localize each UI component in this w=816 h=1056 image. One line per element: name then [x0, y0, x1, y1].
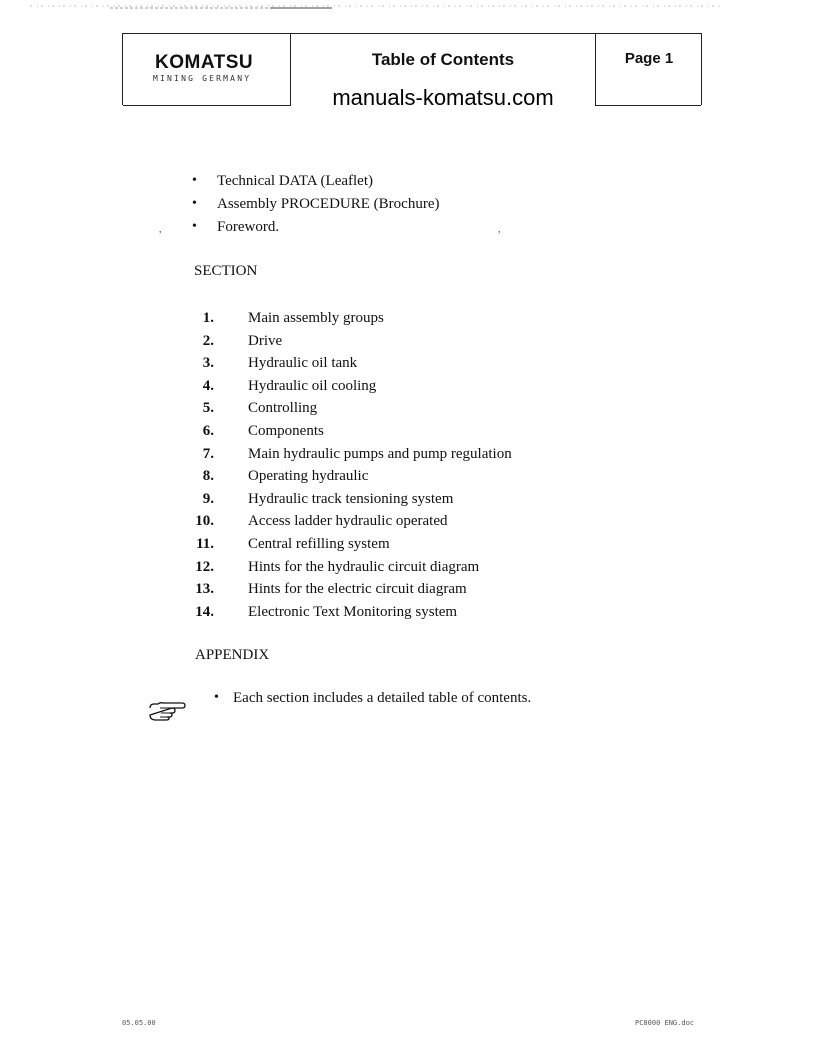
section-number: 14. — [195, 603, 214, 620]
logo-subtitle: MINING GERMANY — [153, 74, 252, 83]
section-number: 10. — [195, 513, 214, 530]
bullet-icon: • — [192, 196, 197, 211]
page-title: Table of Contents — [371, 50, 515, 69]
section-title: Hydraulic track tensioning system — [248, 490, 454, 507]
section-title: Main assembly groups — [248, 310, 384, 326]
page-number: Page 1 — [624, 50, 674, 67]
section-title: Hydraulic oil tank — [248, 355, 358, 372]
section-number: 9. — [202, 490, 214, 507]
pointing-hand-icon — [148, 700, 188, 722]
section-number: 6. — [202, 422, 214, 439]
section-number: 4. — [202, 377, 214, 394]
page-number-cell — [595, 34, 701, 106]
section-number: 8. — [202, 468, 214, 485]
list-item-text: Assembly PROCEDURE (Brochure) — [217, 196, 440, 212]
section-number: 7. — [202, 445, 214, 462]
section-number: 13. — [195, 581, 214, 598]
list-item-text: Technical DATA (Leaflet) — [217, 173, 374, 189]
note-text: Each section includes a detailed table of contents. — [233, 690, 532, 706]
document-header — [122, 33, 702, 110]
section-title: Electronic Text Monitoring system — [248, 603, 458, 620]
scan-mark: , — [498, 224, 501, 235]
appendix-heading: APPENDIX — [195, 647, 270, 663]
section-number: 12. — [195, 558, 214, 575]
section-number: 1. — [202, 310, 214, 326]
section-title: Hints for the electric circuit diagram — [248, 581, 467, 598]
section-number: 5. — [202, 400, 214, 417]
footer-filename: PC8000 ENG.doc — [635, 1019, 695, 1027]
komatsu-logo: KOMATSU — [155, 52, 254, 73]
section-title: Main hydraulic pumps and pump regulation — [248, 445, 512, 462]
logo-cell — [123, 34, 291, 106]
section-title: Controlling — [248, 400, 318, 417]
section-number: 11. — [196, 535, 214, 552]
section-title: Central refilling system — [248, 535, 390, 552]
scan-mark: , — [159, 224, 162, 235]
bullet-icon: • — [214, 690, 219, 705]
title-cell — [291, 34, 595, 110]
section-title: Drive — [248, 332, 283, 349]
list-item-text: Foreword. — [217, 219, 280, 235]
scan-noise — [0, 0, 816, 12]
footer-date: 05.05.00 — [122, 1019, 156, 1027]
section-title: Operating hydraulic — [248, 468, 369, 485]
bullet-icon: • — [192, 219, 197, 234]
section-heading: SECTION — [194, 263, 258, 279]
section-number: 2. — [202, 332, 214, 349]
section-title: Access ladder hydraulic operated — [248, 513, 448, 530]
section-title: Hydraulic oil cooling — [248, 377, 377, 394]
section-title: Hints for the hydraulic circuit diagram — [248, 558, 480, 575]
bullet-icon: • — [192, 173, 197, 188]
watermark-link[interactable]: manuals-komatsu.com — [332, 85, 554, 110]
section-title: Components — [248, 422, 324, 439]
section-number: 3. — [202, 355, 214, 372]
